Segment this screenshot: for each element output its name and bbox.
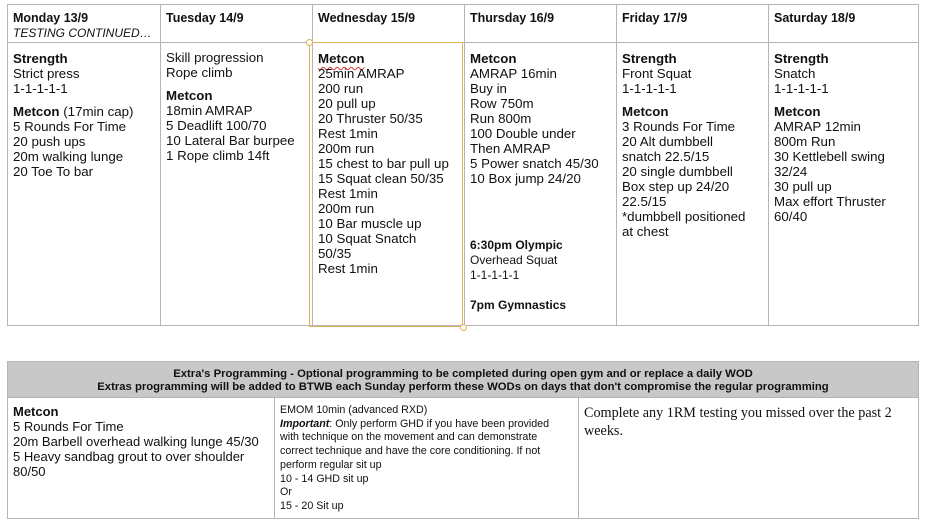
day-header-wednesday: [313, 5, 464, 43]
section-title-metcon: Metcon: [166, 88, 213, 103]
week-schedule-table: [7, 4, 919, 326]
workout-line: Row 750m: [470, 96, 534, 111]
workout-line: Overhead Squat: [470, 253, 558, 267]
metcon-label: Metcon: [13, 104, 60, 119]
column-thursday[interactable]: [464, 5, 616, 325]
selection-handle-top-left[interactable]: [306, 39, 313, 46]
workout-line: Or: [280, 486, 292, 499]
workout-line: Then AMRAP: [470, 141, 551, 156]
workout-line: 20m walking lunge: [13, 149, 124, 164]
day-title: Friday 17/9: [622, 11, 688, 25]
section-title-metcon: Metcon: [13, 404, 59, 419]
workout-line: Strict press: [13, 66, 80, 81]
workout-line: 5 Deadlift 100/70: [166, 118, 267, 133]
day-header-friday: [617, 5, 768, 43]
section-title-strength: Strength: [13, 51, 68, 66]
important-note: [280, 418, 550, 473]
workout-line: 25min AMRAP: [318, 66, 405, 81]
workout-line: 20 single dumbbell: [622, 164, 733, 179]
section-title-metcon: Metcon: [470, 51, 517, 66]
workout-line: 5 Power snatch 45/30: [470, 156, 599, 171]
column-saturday[interactable]: [768, 5, 918, 325]
workout-line: 15 - 20 Sit up: [280, 499, 344, 512]
workout-line: 200m run: [318, 141, 375, 156]
section-title-metcon: Metcon: [318, 51, 365, 66]
workout-line: 1-1-1-1-1: [470, 268, 520, 282]
workout-line: Skill progression: [166, 50, 264, 65]
emom-title: EMOM 10min (advanced RXD): [280, 404, 428, 416]
workout-line: 20 Thruster 50/35: [318, 111, 423, 126]
day-note: TESTING CONTINUED…: [13, 26, 152, 40]
workout-line: 20 Toe To bar: [13, 164, 94, 179]
workout-line: 200m run: [318, 201, 375, 216]
workout-line: 10 Box jump 24/20: [470, 171, 581, 186]
extras-header-line: Extra's Programming - Optional programming to be completed during open gym and or replace a daily WOD: [173, 368, 753, 380]
day-body-saturday: [774, 51, 916, 224]
day-title: Tuesday 14/9: [166, 11, 244, 25]
workout-line: 60/40: [774, 209, 808, 224]
extras-header-line: Extras programming will be added to BTWB each Sunday perform these WODs on days that don't compromise the regular programming: [97, 381, 829, 393]
workout-line: 5 Heavy sandbag grout to over shoulder: [13, 449, 245, 464]
workout-line: 15 chest to bar pull up: [318, 156, 449, 171]
workout-line: 10 Bar muscle up: [318, 216, 422, 231]
metcon-cap: (17min cap): [59, 104, 134, 119]
extras-column-testing[interactable]: [578, 398, 918, 518]
workout-line: Run 800m: [470, 111, 532, 126]
workout-line: Rope climb: [166, 65, 233, 80]
extras-testing-body: [584, 404, 910, 440]
workout-line: 3 Rounds For Time: [622, 119, 736, 134]
workout-line: Snatch: [774, 66, 816, 81]
important-text: : Only perform GHD if you have been provided with technique on the movement and can demonstrate correct technique and have the core conditioning. If not perform regular sit up: [280, 417, 550, 471]
workout-line: Buy in: [470, 81, 507, 96]
section-title-metcon: Metcon: [622, 104, 669, 119]
day-header-thursday: [465, 5, 616, 43]
workout-line: Rest 1min: [318, 261, 378, 276]
column-friday[interactable]: [616, 5, 768, 325]
section-title-gymnastics: 7pm Gymnastics: [470, 298, 567, 312]
workout-line: Front Squat: [622, 66, 692, 81]
workout-line: *dumbbell positioned: [622, 209, 746, 224]
important-label: Important: [280, 417, 330, 430]
section-title-metcon: [13, 104, 158, 119]
workout-line: 10 Lateral Bar burpee: [166, 133, 295, 148]
day-title: Saturday 18/9: [774, 11, 856, 25]
workout-line: 10 Squat Snatch: [318, 231, 417, 246]
workout-line: 32/24: [774, 164, 808, 179]
workout-line: 10 - 14 GHD sit up: [280, 472, 369, 485]
day-title: Thursday 16/9: [470, 11, 555, 25]
workout-line: 5 Rounds For Time: [13, 119, 127, 134]
workout-line: 200 run: [318, 81, 364, 96]
workout-line: Box step up 24/20: [622, 179, 730, 194]
column-tuesday[interactable]: [160, 5, 312, 325]
workout-line: AMRAP 12min: [774, 119, 861, 134]
day-title: Monday 13/9: [13, 11, 89, 25]
column-monday[interactable]: [8, 5, 160, 325]
day-title: Wednesday 15/9: [318, 11, 416, 25]
workout-line: snatch 22.5/15: [622, 149, 710, 164]
workout-line: 1-1-1-1-1: [622, 81, 677, 96]
workout-line: 100 Double under: [470, 126, 576, 141]
workout-line: 80/50: [13, 464, 46, 479]
day-body-wednesday: [318, 51, 462, 276]
section-title-olympic: 6:30pm Olympic: [470, 238, 563, 252]
day-header-tuesday: [161, 5, 312, 43]
workout-line: 20 pull up: [318, 96, 376, 111]
column-wednesday[interactable]: [312, 5, 464, 325]
workout-line: 50/35: [318, 246, 352, 261]
workout-line: 800m Run: [774, 134, 836, 149]
day-body-thursday: [470, 51, 614, 313]
workout-line: Rest 1min: [318, 186, 378, 201]
workout-line: at chest: [622, 224, 669, 239]
section-title-strength: Strength: [622, 51, 677, 66]
section-title-metcon: Metcon: [774, 104, 821, 119]
workout-line: 22.5/15: [622, 194, 667, 209]
day-body-friday: [622, 51, 766, 239]
workout-line: Max effort Thruster: [774, 194, 886, 209]
workout-line: 5 Rounds For Time: [13, 419, 124, 434]
day-body-monday: [13, 51, 158, 179]
day-header-saturday: [769, 5, 918, 43]
workout-line: Rest 1min: [318, 126, 378, 141]
extras-header: [8, 362, 918, 398]
workout-line: 20m Barbell overhead walking lunge 45/30: [13, 434, 259, 449]
workout-line: 18min AMRAP: [166, 103, 253, 118]
workout-line: 1 Rope climb 14ft: [166, 148, 270, 163]
workout-line: 30 pull up: [774, 179, 832, 194]
workout-line: 1-1-1-1-1: [13, 81, 68, 96]
testing-note: Complete any 1RM testing you missed over the past 2 weeks.: [584, 405, 892, 439]
day-body-tuesday: [166, 50, 310, 163]
extras-programming-table: [7, 361, 919, 519]
workout-line: 15 Squat clean 50/35: [318, 171, 444, 186]
extras-metcon-body: [13, 404, 271, 479]
workout-line: AMRAP 16min: [470, 66, 557, 81]
workout-line: 20 Alt dumbbell: [622, 134, 713, 149]
extras-column-metcon[interactable]: [8, 398, 274, 518]
selection-handle-bottom-right[interactable]: [460, 324, 467, 331]
section-title-strength: Strength: [774, 51, 829, 66]
workout-line: 30 Kettlebell swing: [774, 149, 885, 164]
extras-emom-body: [280, 404, 550, 514]
day-header-monday: [8, 5, 160, 43]
extras-column-emom[interactable]: [274, 398, 578, 518]
workout-line: 20 push ups: [13, 134, 86, 149]
workout-line: 1-1-1-1-1: [774, 81, 829, 96]
